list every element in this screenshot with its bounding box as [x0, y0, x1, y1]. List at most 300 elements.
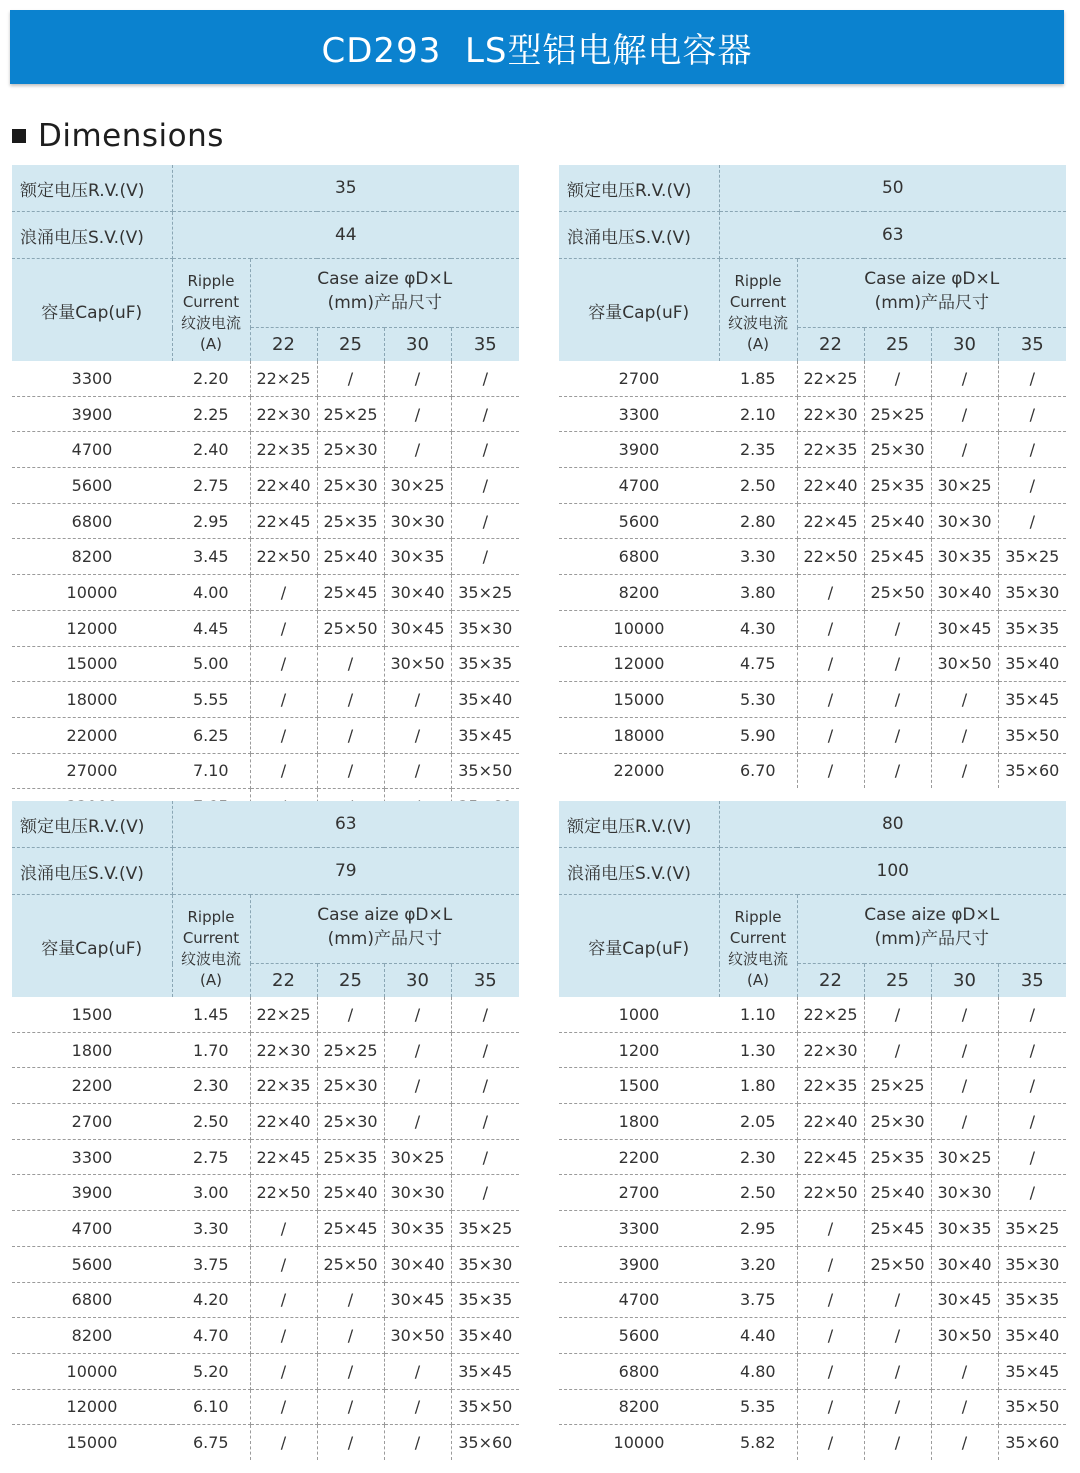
ripple-header-line: 纹波电流: [727, 314, 788, 332]
size-30-cell: 30×30: [384, 1175, 451, 1211]
capacitance-cell: 3300: [12, 1139, 172, 1175]
size-22-cell: 22×50: [250, 539, 317, 575]
table-row: [12, 753, 519, 789]
size-25-cell: /: [864, 646, 931, 682]
size-22-cell: /: [797, 575, 864, 611]
size-30-cell: 30×40: [931, 575, 998, 611]
spec-table: [559, 165, 1066, 788]
size-22-cell: 22×45: [797, 503, 864, 539]
size-22-cell: /: [250, 610, 317, 646]
rated-voltage-row: [559, 165, 1066, 212]
size-22-cell: 22×30: [250, 396, 317, 432]
size-35-cell: /: [998, 1068, 1066, 1104]
capacitance-cell: 5600: [559, 1318, 719, 1354]
size-22-cell: 22×25: [797, 361, 864, 396]
size-35-cell: /: [451, 539, 519, 575]
size-25-cell: 25×30: [317, 1068, 384, 1104]
capacitance-cell: 10000: [559, 610, 719, 646]
surge-voltage-row: [12, 848, 519, 895]
table-row: [559, 1104, 1066, 1140]
size-30-cell: 30×45: [931, 610, 998, 646]
size-25-cell: 25×35: [864, 468, 931, 504]
diameter-header: 30: [931, 964, 998, 998]
column-header-row: [559, 259, 1066, 328]
surge-voltage-value: 100: [719, 848, 1066, 895]
ripple-cell: 2.75: [172, 1139, 250, 1175]
table-row: [559, 468, 1066, 504]
size-25-cell: 25×30: [864, 1104, 931, 1140]
table-row: [559, 575, 1066, 611]
size-30-cell: /: [931, 717, 998, 753]
ripple-cell: 3.75: [172, 1246, 250, 1282]
diameter-header: 35: [998, 964, 1066, 998]
capacitance-cell: 15000: [559, 682, 719, 718]
size-22-cell: 22×30: [797, 396, 864, 432]
surge-voltage-value: 63: [719, 212, 1066, 259]
ripple-cell: 1.80: [719, 1068, 797, 1104]
rated-voltage-label: 额定电压R.V.(V): [12, 801, 172, 848]
size-22-cell: 22×45: [797, 1139, 864, 1175]
surge-voltage-label: 浪涌电压S.V.(V): [559, 848, 719, 895]
table-row: [559, 1175, 1066, 1211]
surge-voltage-label: 浪涌电压S.V.(V): [559, 212, 719, 259]
capacitance-cell: 8200: [12, 1318, 172, 1354]
capacitance-cell: 6800: [559, 1353, 719, 1389]
size-25-cell: 25×25: [864, 1068, 931, 1104]
surge-voltage-row: [12, 212, 519, 259]
capacitance-header: 容量Cap(uF): [12, 259, 172, 362]
table-row: [559, 717, 1066, 753]
size-30-cell: 30×35: [931, 1211, 998, 1247]
table-row: [12, 1211, 519, 1247]
capacitance-cell: 8200: [12, 539, 172, 575]
spec-table-block: [12, 165, 519, 824]
diameter-header: 35: [451, 964, 519, 998]
spec-table: [12, 165, 519, 824]
table-row: [559, 1068, 1066, 1104]
size-30-cell: /: [384, 1425, 451, 1460]
size-30-cell: 30×40: [931, 1246, 998, 1282]
table-row: [559, 1139, 1066, 1175]
table-row: [559, 610, 1066, 646]
size-25-cell: 25×40: [864, 503, 931, 539]
size-25-cell: /: [864, 610, 931, 646]
capacitance-cell: 2200: [559, 1139, 719, 1175]
size-25-cell: /: [317, 1318, 384, 1354]
ripple-cell: 6.25: [172, 717, 250, 753]
ripple-cell: 5.30: [719, 682, 797, 718]
column-header-row: [559, 895, 1066, 964]
size-30-cell: /: [384, 1104, 451, 1140]
diameter-header: 30: [931, 328, 998, 362]
table-row: [12, 1175, 519, 1211]
size-25-cell: 25×45: [317, 575, 384, 611]
size-22-cell: 22×40: [250, 468, 317, 504]
size-25-cell: 25×25: [317, 396, 384, 432]
column-header-row: [12, 895, 519, 964]
size-35-cell: /: [451, 468, 519, 504]
table-row: [12, 1068, 519, 1104]
ripple-cell: 2.30: [172, 1068, 250, 1104]
rated-voltage-label: 额定电压R.V.(V): [559, 801, 719, 848]
capacitance-cell: 1800: [559, 1104, 719, 1140]
size-35-cell: 35×60: [1005, 1433, 1060, 1453]
capacitance-cell: 2700: [559, 361, 719, 396]
capacitance-cell: 22000: [613, 761, 665, 781]
surge-voltage-value: 79: [172, 848, 519, 895]
size-25-cell: /: [317, 1282, 384, 1318]
table-row: [12, 503, 519, 539]
size-25-cell: 25×50: [864, 575, 931, 611]
size-22-cell: /: [797, 717, 864, 753]
column-header-row: [12, 259, 519, 328]
size-25-cell: 25×25: [317, 1032, 384, 1068]
size-25-cell: 25×45: [864, 539, 931, 575]
capacitance-header: 容量Cap(uF): [559, 895, 719, 998]
size-22-cell: 22×50: [797, 1175, 864, 1211]
ripple-cell: 3.30: [172, 1211, 250, 1247]
capacitance-cell: 3900: [12, 1175, 172, 1211]
size-25-cell: 25×30: [317, 1104, 384, 1140]
section-title: Dimensions: [38, 118, 224, 154]
table-row: [559, 1353, 1066, 1389]
spec-table: [12, 801, 519, 1460]
size-22-cell: /: [250, 575, 317, 611]
page-title: CD293 LS型铝电解电容器: [321, 30, 753, 71]
size-25-cell: /: [864, 1032, 931, 1068]
rated-voltage-label: 额定电压R.V.(V): [559, 165, 719, 212]
size-35-cell: 35×50: [451, 1389, 519, 1425]
capacitance-cell: 10000: [12, 1353, 172, 1389]
size-35-cell: 35×45: [451, 1353, 519, 1389]
ripple-cell: 3.20: [719, 1246, 797, 1282]
size-25-cell: /: [317, 1389, 384, 1425]
ripple-current-header: [719, 895, 797, 998]
capacitance-cell: 15000: [66, 1433, 118, 1453]
size-35-cell: 35×50: [998, 1389, 1066, 1425]
ripple-current-header: [172, 895, 250, 998]
size-22-cell: /: [797, 682, 864, 718]
size-25-cell: 25×45: [317, 1211, 384, 1247]
ripple-header-line: Current: [729, 929, 787, 947]
ripple-header-line: 纹波电流: [180, 314, 241, 332]
table-row: [559, 361, 1066, 396]
size-30-cell: /: [931, 1032, 998, 1068]
case-size-header: [250, 259, 519, 328]
ripple-cell: 1.45: [172, 997, 250, 1032]
capacitance-cell: 27000: [12, 753, 172, 789]
case-size-header-line: Case aize φD×L: [317, 269, 453, 289]
rated-voltage-row: [12, 165, 519, 212]
size-22-cell: /: [250, 1318, 317, 1354]
table-row: [559, 997, 1066, 1032]
ripple-cell: 4.45: [172, 610, 250, 646]
ripple-cell: 1.10: [719, 997, 797, 1032]
size-25-cell: /: [864, 361, 931, 396]
size-30-cell: 30×25: [384, 468, 451, 504]
surge-voltage-row: [559, 848, 1066, 895]
size-30-cell: 30×45: [384, 610, 451, 646]
size-35-cell: 35×40: [451, 1318, 519, 1354]
size-30-cell: /: [384, 1389, 451, 1425]
capacitance-cell: 3300: [559, 396, 719, 432]
case-size-header-line: Case aize φD×L: [864, 269, 1000, 289]
size-25-cell: 25×30: [864, 432, 931, 468]
size-35-cell: 35×45: [998, 682, 1066, 718]
capacitance-cell: 5600: [12, 1246, 172, 1282]
ripple-cell: 2.25: [172, 396, 250, 432]
ripple-cell: 5.90: [719, 717, 797, 753]
capacitance-cell: 8200: [559, 1389, 719, 1425]
size-30-cell: /: [931, 432, 998, 468]
size-22-cell: 22×25: [250, 361, 317, 396]
ripple-cell: 4.20: [172, 1282, 250, 1318]
spec-table: [559, 801, 1066, 1460]
size-35-cell: 35×35: [451, 646, 519, 682]
size-30-cell: 30×40: [384, 1246, 451, 1282]
table-row: [12, 682, 519, 718]
capacitance-cell: 6800: [12, 1282, 172, 1318]
case-size-header-line: (mm)产品尺寸: [874, 929, 989, 949]
table-row: [559, 1211, 1066, 1247]
rated-voltage-value: 80: [719, 801, 1066, 848]
rated-voltage-value: 50: [719, 165, 1066, 212]
size-35-cell: /: [451, 997, 519, 1032]
ripple-cell: 2.20: [172, 361, 250, 396]
size-25-cell: /: [317, 717, 384, 753]
ripple-cell: 2.50: [719, 1175, 797, 1211]
table-row: [12, 1139, 519, 1175]
ripple-cell: 4.30: [719, 610, 797, 646]
ripple-cell: 4.70: [172, 1318, 250, 1354]
capacitance-cell: 2200: [12, 1068, 172, 1104]
diameter-header: 25: [864, 964, 931, 998]
table-row: [12, 610, 519, 646]
size-30-cell: 30×45: [931, 1282, 998, 1318]
table-row: [559, 1318, 1066, 1354]
size-25-cell: /: [317, 753, 384, 789]
size-25-cell: 25×35: [317, 1139, 384, 1175]
size-30-cell: /: [384, 682, 451, 718]
case-size-header: [797, 259, 1066, 328]
ripple-cell: 2.50: [172, 1104, 250, 1140]
capacitance-cell: 3900: [559, 1246, 719, 1282]
table-row: [12, 361, 519, 396]
ripple-current-header: [172, 259, 250, 362]
table-row: [12, 539, 519, 575]
capacitance-cell: 2700: [559, 1175, 719, 1211]
capacitance-cell: 10000: [12, 575, 172, 611]
ripple-cell: 5.00: [172, 646, 250, 682]
size-25-cell: /: [864, 1282, 931, 1318]
size-22-cell: 22×40: [797, 1104, 864, 1140]
size-25-cell: 25×50: [317, 610, 384, 646]
size-35-cell: 35×30: [998, 1246, 1066, 1282]
size-22-cell: 22×45: [250, 503, 317, 539]
table-row: [559, 1389, 1066, 1425]
ripple-header-line: (A): [747, 335, 769, 353]
diameter-header: 35: [451, 328, 519, 362]
table-row: [559, 1282, 1066, 1318]
size-25-cell: 25×40: [864, 1175, 931, 1211]
size-25-cell: 25×40: [317, 1175, 384, 1211]
case-size-header-line: Case aize φD×L: [317, 905, 453, 925]
rated-voltage-label: 额定电压R.V.(V): [12, 165, 172, 212]
table-row: [559, 753, 1066, 788]
rated-voltage-row: [12, 801, 519, 848]
size-30-cell: /: [384, 1032, 451, 1068]
size-35-cell: /: [451, 432, 519, 468]
size-22-cell: /: [797, 610, 864, 646]
ripple-header-line: Current: [182, 293, 240, 311]
size-22-cell: /: [797, 1318, 864, 1354]
size-22-cell: 22×35: [797, 1068, 864, 1104]
ripple-cell: 6.10: [172, 1389, 250, 1425]
surge-voltage-label: 浪涌电压S.V.(V): [12, 212, 172, 259]
size-22-cell: /: [797, 1353, 864, 1389]
size-22-cell: /: [797, 1211, 864, 1247]
size-22-cell: /: [250, 1353, 317, 1389]
table-row: [12, 1032, 519, 1068]
surge-voltage-label: 浪涌电压S.V.(V): [12, 848, 172, 895]
size-30-cell: /: [931, 1353, 998, 1389]
capacitance-cell: 1000: [559, 997, 719, 1032]
size-30-cell: /: [384, 717, 451, 753]
size-22-cell: /: [797, 646, 864, 682]
size-30-cell: /: [931, 361, 998, 396]
size-25-cell: 25×35: [317, 503, 384, 539]
size-35-cell: /: [451, 361, 519, 396]
size-30-cell: 30×30: [931, 503, 998, 539]
surge-voltage-value: 44: [172, 212, 519, 259]
table-row: [559, 432, 1066, 468]
size-30-cell: /: [384, 1353, 451, 1389]
size-35-cell: /: [998, 997, 1066, 1032]
capacitance-cell: 3900: [12, 396, 172, 432]
case-size-header-line: (mm)产品尺寸: [874, 293, 989, 313]
ripple-cell: 3.80: [719, 575, 797, 611]
spec-table-block: [559, 165, 1066, 788]
table-row: [559, 539, 1066, 575]
size-35-cell: 35×35: [451, 1282, 519, 1318]
capacitance-cell: 4700: [12, 1211, 172, 1247]
size-30-cell: 30×40: [384, 575, 451, 611]
size-25-cell: /: [864, 682, 931, 718]
ripple-cell: 2.30: [719, 1139, 797, 1175]
capacitance-cell: 1800: [12, 1032, 172, 1068]
size-22-cell: /: [250, 717, 317, 753]
table-row: [12, 575, 519, 611]
capacitance-cell: 1200: [559, 1032, 719, 1068]
capacitance-cell: 5600: [12, 468, 172, 504]
ripple-cell: 5.20: [172, 1353, 250, 1389]
size-30-cell: 30×25: [384, 1139, 451, 1175]
size-22-cell: /: [797, 1246, 864, 1282]
capacitance-cell: 6800: [559, 539, 719, 575]
size-25-cell: /: [317, 1425, 384, 1460]
ripple-cell: 4.40: [719, 1318, 797, 1354]
size-22-cell: /: [250, 1282, 317, 1318]
size-35-cell: 35×60: [1005, 761, 1060, 781]
size-25-cell: /: [317, 682, 384, 718]
capacitance-cell: 4700: [559, 1282, 719, 1318]
size-22-cell: /: [797, 1389, 864, 1425]
size-35-cell: 35×35: [998, 610, 1066, 646]
table-row: [12, 1282, 519, 1318]
ripple-cell: 5.35: [719, 1389, 797, 1425]
table-row: [559, 646, 1066, 682]
capacitance-cell: 18000: [559, 717, 719, 753]
capacitance-cell: 1500: [12, 997, 172, 1032]
size-35-cell: 35×60: [458, 1433, 513, 1453]
ripple-cell: 6.70: [719, 753, 797, 788]
size-25-cell: 25×30: [317, 432, 384, 468]
size-25-cell: /: [317, 997, 384, 1032]
size-30-cell: 30×35: [384, 539, 451, 575]
diameter-header: 25: [864, 328, 931, 362]
size-35-cell: /: [451, 396, 519, 432]
size-35-cell: 35×50: [998, 717, 1066, 753]
table-row: [12, 646, 519, 682]
size-22-cell: /: [797, 1425, 864, 1460]
size-22-cell: 22×45: [250, 1139, 317, 1175]
ripple-cell: 7.10: [172, 753, 250, 789]
size-35-cell: /: [998, 432, 1066, 468]
diameter-header: 22: [250, 964, 317, 998]
size-22-cell: /: [797, 753, 864, 788]
ripple-cell: 2.95: [172, 503, 250, 539]
size-22-cell: 22×25: [797, 997, 864, 1032]
capacitance-cell: 15000: [12, 646, 172, 682]
size-35-cell: 35×25: [998, 1211, 1066, 1247]
diameter-header: 30: [384, 328, 451, 362]
size-35-cell: 35×40: [998, 1318, 1066, 1354]
capacitance-header: 容量Cap(uF): [12, 895, 172, 998]
capacitance-cell: 8200: [559, 575, 719, 611]
ripple-cell: 2.10: [719, 396, 797, 432]
table-row: [12, 1104, 519, 1140]
size-30-cell: 30×25: [931, 1139, 998, 1175]
size-22-cell: 22×40: [250, 1104, 317, 1140]
size-30-cell: 30×30: [931, 1175, 998, 1211]
size-30-cell: /: [931, 1104, 998, 1140]
size-30-cell: /: [931, 1068, 998, 1104]
size-35-cell: /: [451, 1139, 519, 1175]
ripple-cell: 4.80: [719, 1353, 797, 1389]
size-22-cell: 22×30: [797, 1032, 864, 1068]
size-22-cell: /: [250, 1425, 317, 1460]
size-30-cell: /: [384, 396, 451, 432]
size-30-cell: /: [931, 682, 998, 718]
table-row: [12, 1389, 519, 1425]
ripple-cell: 2.75: [172, 468, 250, 504]
capacitance-cell: 6800: [12, 503, 172, 539]
square-bullet-icon: [12, 129, 26, 143]
capacitance-cell: 10000: [613, 1433, 665, 1453]
table-row: [12, 1425, 519, 1460]
size-30-cell: /: [384, 753, 451, 789]
ripple-cell: 3.45: [172, 539, 250, 575]
case-size-header: [797, 895, 1066, 964]
size-35-cell: 35×30: [998, 575, 1066, 611]
ripple-cell: 3.30: [719, 539, 797, 575]
size-35-cell: 35×40: [451, 682, 519, 718]
capacitance-cell: 5600: [559, 503, 719, 539]
size-35-cell: 35×50: [451, 753, 519, 789]
ripple-cell: 5.55: [172, 682, 250, 718]
rated-voltage-row: [559, 801, 1066, 848]
size-25-cell: /: [317, 361, 384, 396]
